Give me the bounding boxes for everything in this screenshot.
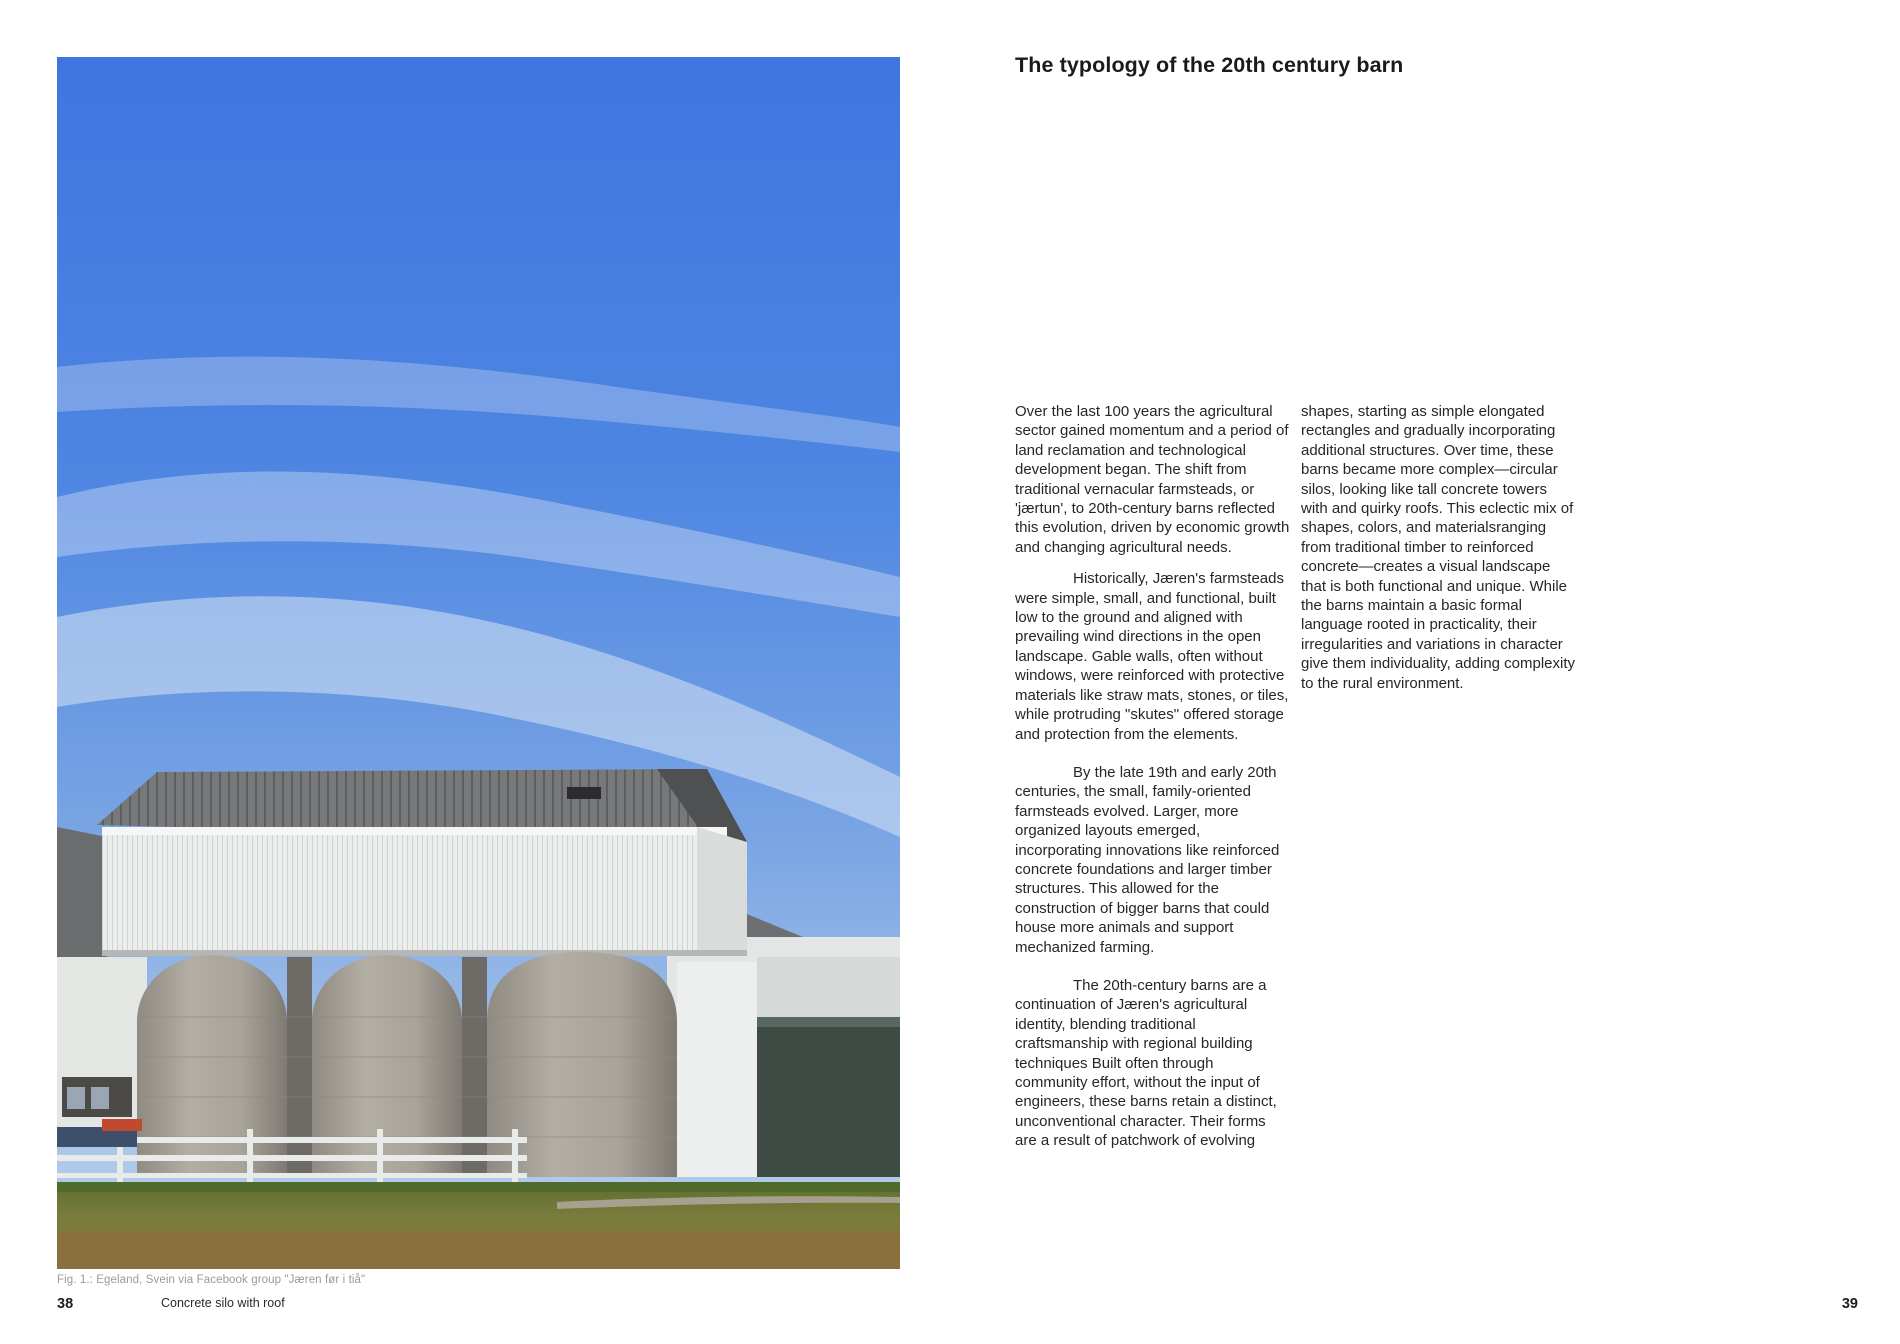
paragraph: By the late 19th and early 20th centuries, the small, family-oriented farmsteads evolved. Larger, more organized layouts emerged, incorporating innovations like reinforced concrete foundations and larger timber structures. This allowed for the construction of bigger barns that could house more animals and support mechanized farming. <box>1015 763 1280 956</box>
paragraph: Over the last 100 years the agricultural sector gained momentum and a period of land reclamation and technological development began. The shift from traditional vernacular farmsteads, or 'jærtun', to 20th-century barns reflected this evolution, driven by economic growth and changing agricultural needs. <box>1015 403 1290 556</box>
page-number-left: 38 <box>57 1296 74 1312</box>
paragraph: shapes, starting as simple elongated rectangles and gradually incorporating additional structures. Over time, these barns became more complex—circular silos, looking like tall concrete towers with and quirky roofs. This eclectic mix of shapes, colors, and materialsranging from traditional timber to reinforced concrete—creates a visual landscape that is both functional and unique. While the barns maintain a basic formal language rooted in practicality, their irregularities and variations in character give them individuality, adding complexity to the rural environment. <box>1301 403 1576 692</box>
paragraph: Historically, Jæren's farmsteads were simple, small, and functional, built low to the ground and aligned with prevailing wind directions in the open landscape. Gable walls, often without windows, were reinforced with protective materials like straw mats, stones, or tiles, while protruding "skutes" offered storage and protection from the elements. <box>1015 570 1289 743</box>
figure-caption: Fig. 1.: Egeland, Svein via Facebook group "Jæren før i tiå" <box>57 1274 366 1286</box>
text-column-2 <box>1301 402 1576 693</box>
photo-label: Concrete silo with roof <box>161 1296 285 1310</box>
barn-photograph <box>57 57 900 1269</box>
text-column-1 <box>1015 402 1290 1151</box>
paragraph: The 20th-century barns are a continuation of Jæren's agricultural identity, blending traditional craftsmanship with regional building techniques Built often through community effort, without the input of engineers, these barns retain a distinct, unconventional character. Their forms are a result of patchwork of evolving <box>1015 976 1277 1150</box>
page-number-right: 39 <box>1841 1296 1858 1312</box>
section-heading: The typology of the 20th century barn <box>1015 53 1404 77</box>
